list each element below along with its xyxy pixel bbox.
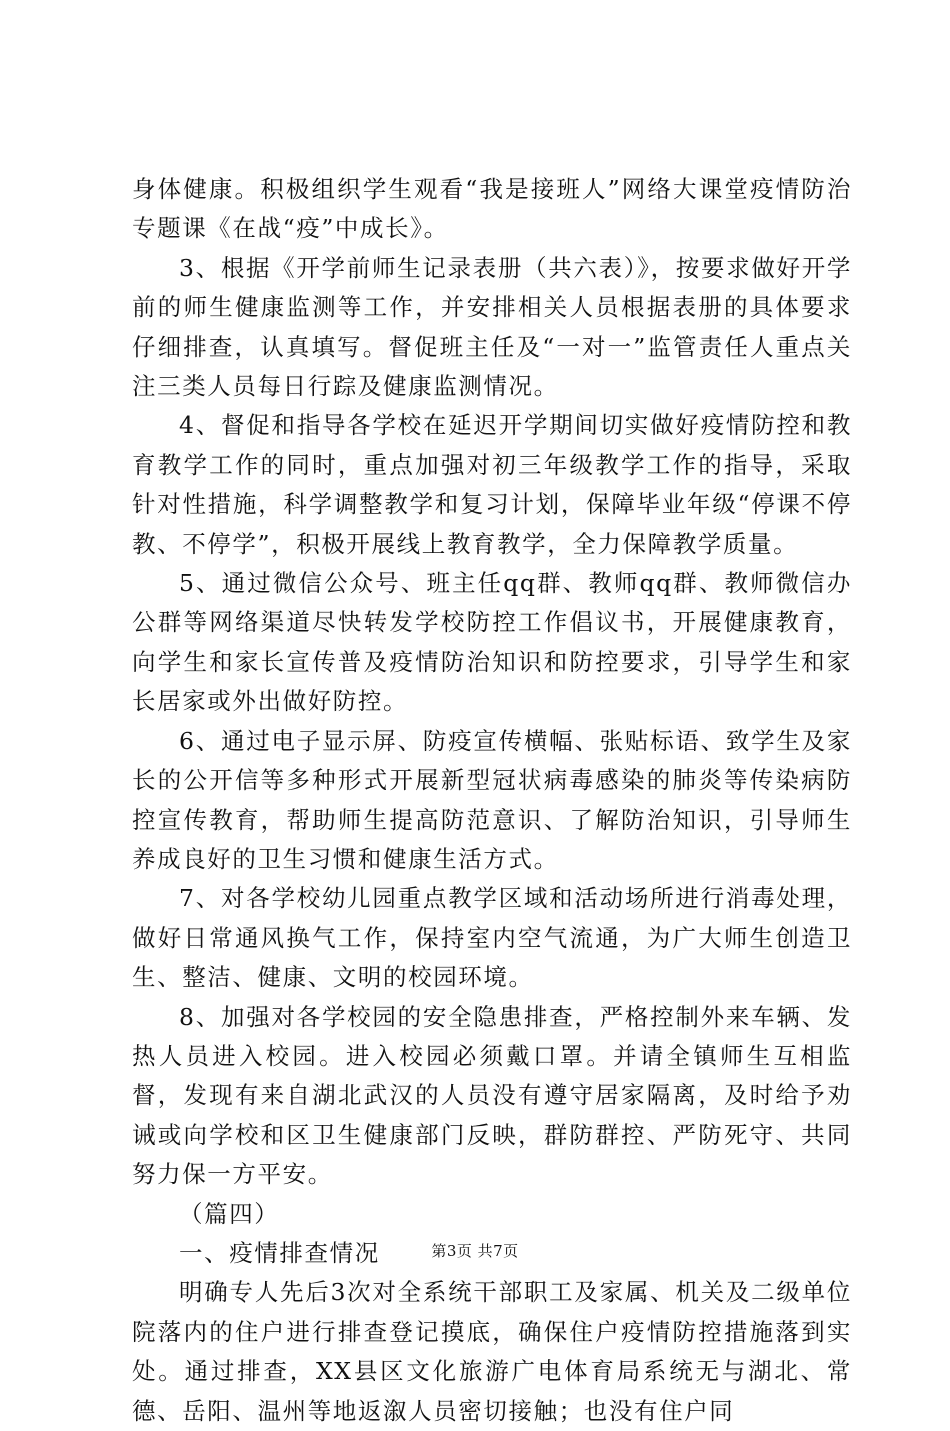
section-heading-part-four: （篇四） bbox=[179, 1199, 280, 1228]
paragraph-item-8: 8、加强对各学校园的安全隐患排查，严格控制外来车辆、发热人员进入校园。进入校园必须戴口罩。并请全镇师生互相监督，发现有来自湖北武汉的人员没有遵守居家隔离，及时给予劝诫或向学校和区卫生健康部门反映，群防群控、严防死守、共同努力保一方平安。 bbox=[132, 1002, 852, 1189]
paragraph-continued: 身体健康。积极组织学生观看“我是接班人”网络大课堂疫情防治专题课《在战“疫”中成长》。 bbox=[132, 175, 852, 243]
paragraph-item-5: 5、通过微信公众号、班主任qq群、教师qq群、教师微信办公群等网络渠道尽快转发学校防控工作倡议书，开展健康教育，向学生和家长宣传普及疫情防治知识和防控要求，引导学生和家长居家或外出做好防控。 bbox=[132, 569, 852, 716]
paragraph-item-3: 3、根据《开学前师生记录表册（共六表）》，按要求做好开学前的师生健康监测等工作，并安排相关人员根据表册的具体要求仔细排查，认真填写。督促班主任及“一对一”监管责任人重点关注三类人员每日行踪及健康监测情况。 bbox=[132, 253, 852, 401]
paragraph-investigation: 明确专人先后3次对全系统干部职工及家属、机关及二级单位院落内的住户进行排查登记摸底，确保住户疫情防控措施落到实处。通过排查，XX县区文化旅游广电体育局系统无与湖北、常德、岳阳、温州等地返溆人员密切接触；也没有住户同 bbox=[132, 1278, 852, 1425]
section-heading-investigation: 一、疫情排查情况 bbox=[179, 1238, 380, 1267]
paragraph-item-6: 6、通过电子显示屏、防疫宣传横幅、张贴标语、致学生及家长的公开信等多种形式开展新型冠状病毒感染的肺炎等传染病防控宣传教育，帮助师生提高防范意识、了解防治知识，引导师生养成良好的卫生习惯和健康生活方式。 bbox=[132, 726, 852, 873]
page-number-footer: 第3页 共7页 bbox=[431, 1242, 519, 1260]
paragraph-item-4: 4、督促和指导各学校在延迟开学期间切实做好疫情防控和教育教学工作的同时，重点加强对初三年级教学工作的指导，采取针对性措施，科学调整教学和复习计划，保障毕业年级“停课不停教、不停学”，积极开展线上教育教学，全力保障教学质量。 bbox=[132, 411, 852, 558]
paragraph-item-7: 7、对各学校幼儿园重点教学区域和活动场所进行消毒处理，做好日常通风换气工作，保持室内空气流通，为广大师生创造卫生、整洁、健康、文明的校园环境。 bbox=[132, 884, 852, 992]
